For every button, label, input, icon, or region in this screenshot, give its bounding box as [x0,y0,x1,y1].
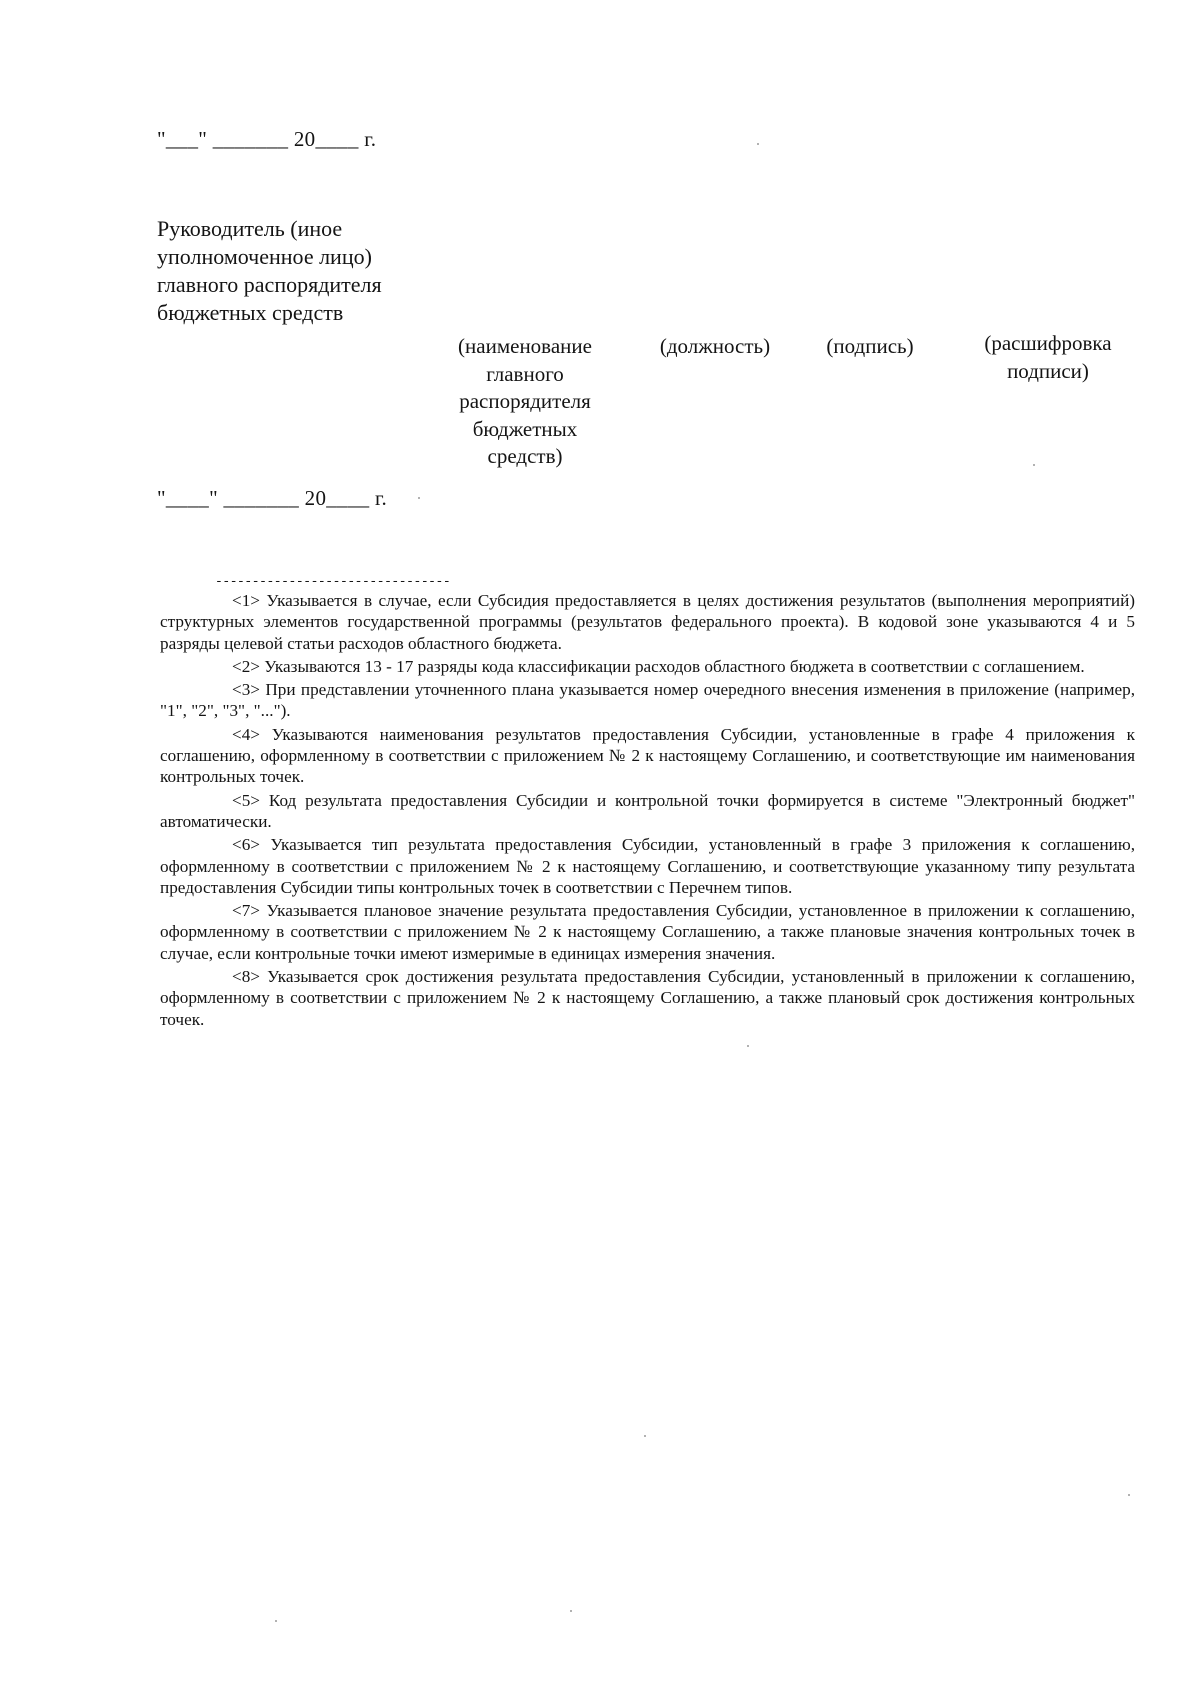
label-line: распорядителя [459,389,591,413]
heading-line: Руководитель (иное [157,216,343,241]
footnote-separator: -------------------------------- [215,574,451,589]
scan-speck [418,497,420,499]
footnote: <1> Указывается в случае, если Субсидия предоставляется в целях достижения результатов (выполнения мероприятий) структурных элементов государственной программы (результатов федерального проекта). В кодовой зоне указываются 4 и 5 разряды целевой статьи расходов областного бюджета. [160,591,1135,653]
scan-speck [1128,1494,1130,1496]
position-label [640,333,790,361]
footnote: <5> Код результата предоставления Субсидии и контрольной точки формируется в системе "Электронный бюджет" автоматически. [160,790,1135,831]
scan-speck [757,143,759,145]
heading-line: бюджетных средств [157,300,344,325]
scan-speck [1033,464,1035,466]
label-line: (наименование [458,334,592,358]
label-line: (расшифровка [984,331,1112,355]
scan-speck [644,1435,646,1437]
scan-speck [570,1610,572,1612]
footnote: <7> Указывается плановое значение результата предоставления Субсидии, установленное в приложении к соглашению, оформленному в соответствии с приложением № 2 к настоящему Соглашению, а также плановые значения контрольных точек в случае, если контрольные точки имеют измеримые в единицах измерения значения. [160,901,1135,963]
organization-name-label [440,333,610,471]
date-line-top: "___" _______ 20____ г. [157,127,377,151]
label-line: бюджетных [472,416,578,441]
label-line: главного [486,361,564,386]
heading-line: уполномоченное лицо) [157,244,372,269]
footnote: <8> Указывается срок достижения результата предоставления Субсидии, установленный в приложении к соглашению, оформленному в соответствии с приложением № 2 к настоящему Соглашению, а также плановый срок достижения контрольных точек. [160,967,1135,1029]
label-line: (должность) [659,334,771,358]
signatory-heading [157,215,382,327]
signature-label [810,333,930,361]
footnote: <2> Указываются 13 - 17 разряды кода классификации расходов областного бюджета в соответствии с соглашением. [232,656,1085,676]
heading-line: главного распорядителя [157,272,382,297]
footnote: <4> Указываются наименования результатов предоставления Субсидии, установленные в графе 4 приложения к соглашению, оформленному в соответствии с приложением № 2 к настоящему Соглашению, и соответствующие им наименования контрольных точек. [160,724,1135,787]
date-line-bottom: "____" _______ 20____ г. [157,486,388,510]
scan-speck [747,1045,749,1047]
footnote: <3> При представлении уточненного плана указывается номер очередного внесения изменения в приложение (например, "1", "2", "3", "..."). [160,680,1135,721]
footnote: <6> Указывается тип результата предоставления Субсидии, установленный в графе 3 приложения к соглашению, оформленному в соответствии с приложением № 2 к настоящему Соглашению, и соответствующие указанному типу результата предоставления Субсидии типы контрольных точек в соответствии с Перечнем типов. [160,835,1135,897]
signature-decoding-label [963,330,1133,385]
label-line: (подпись) [826,334,914,358]
label-line: средств) [487,444,563,468]
scan-speck [275,1620,277,1622]
footnotes [160,590,1135,1032]
label-line: подписи) [1007,358,1089,383]
